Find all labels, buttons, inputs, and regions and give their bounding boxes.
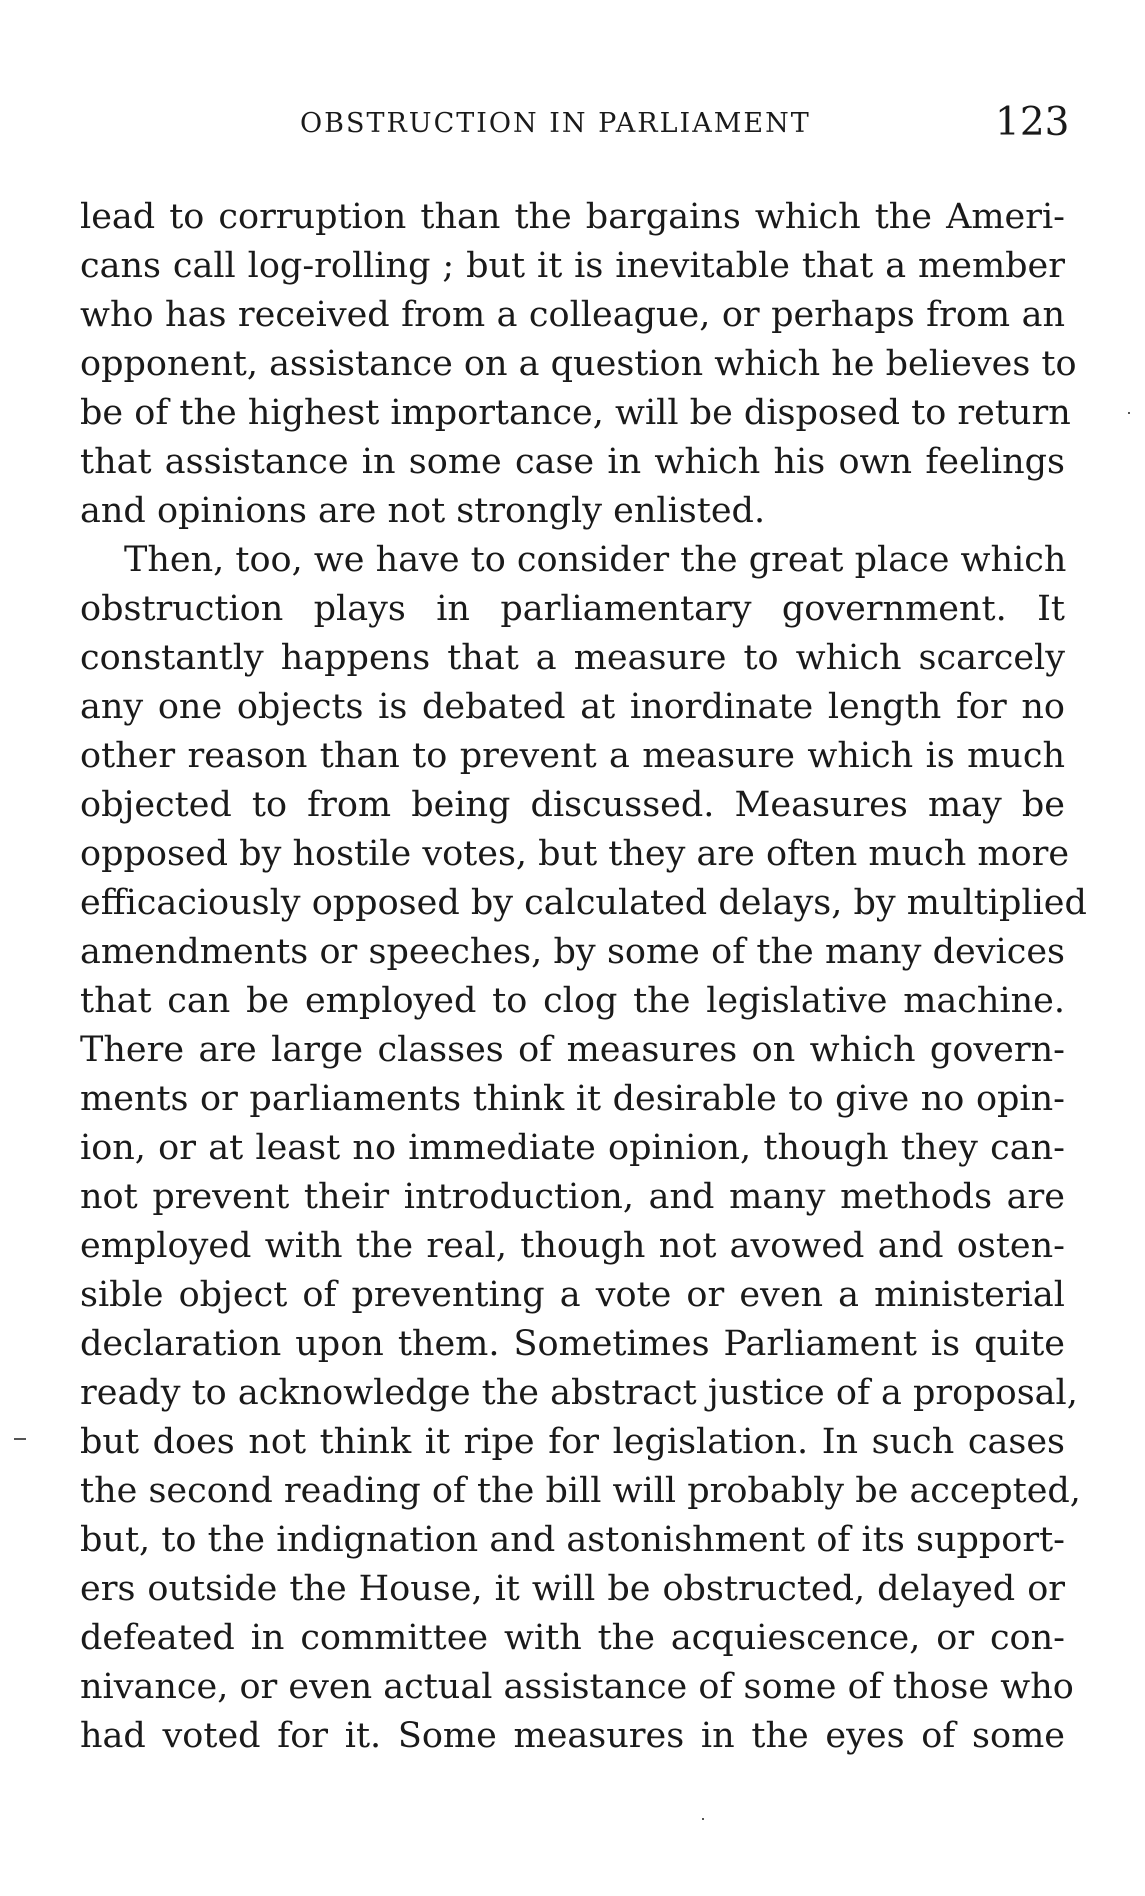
text-line: ion, or at least no immediate opinion, though they can- — [80, 1128, 1065, 1168]
text-line: who has received from a colleague, or perhaps from an — [80, 295, 1065, 335]
text-line: and opinions are not strongly enlisted. — [80, 491, 766, 531]
text-line: any one objects is debated at inordinate length for no — [80, 687, 1065, 727]
text-line: cans call log-rolling ; but it is inevitable that a member — [80, 246, 1065, 286]
text-line: defeated in committee with the acquiescence, or con- — [80, 1618, 1065, 1658]
text-line: Then, too, we have to consider the great place which — [124, 540, 1067, 580]
text-line: efficaciously opposed by calculated delays, by multiplied — [80, 883, 1087, 923]
scan-speck — [14, 1438, 26, 1440]
scan-speck — [702, 1818, 704, 1820]
text-line: that assistance in some case in which his own feelings — [80, 442, 1065, 482]
text-line: the second reading of the bill will probably be accepted, — [80, 1471, 1081, 1511]
text-line: ready to acknowledge the abstract justice of a proposal, — [80, 1373, 1078, 1413]
text-line: ers outside the House, it will be obstructed, delayed or — [80, 1569, 1065, 1609]
text-line: sible object of preventing a vote or even a ministerial — [80, 1275, 1065, 1315]
text-line: opposed by hostile votes, but they are often much more — [80, 834, 1070, 874]
text-line: lead to corruption than the bargains which the Ameri- — [80, 197, 1065, 237]
text-line: had voted for it. Some measures in the eyes of some — [80, 1716, 1065, 1756]
text-line: There are large classes of measures on which govern- — [80, 1030, 1065, 1070]
page-number: 123 — [995, 100, 1070, 145]
scan-speck — [1128, 412, 1130, 414]
text-line: other reason than to prevent a measure which is much — [80, 736, 1065, 776]
text-line: be of the highest importance, will be disposed to return — [80, 393, 1071, 433]
text-line: that can be employed to clog the legislative machine. — [80, 981, 1065, 1021]
text-line: opponent, assistance on a question which he believes to — [80, 344, 1077, 384]
running-title: OBSTRUCTION IN PARLIAMENT — [300, 108, 811, 139]
text-line: but does not think it ripe for legislation. In such cases — [80, 1422, 1065, 1462]
text-line: objected to from being discussed. Measures may be — [80, 785, 1065, 825]
text-line: amendments or speeches, by some of the many devices — [80, 932, 1065, 972]
text-line: declaration upon them. Sometimes Parliament is quite — [80, 1324, 1065, 1364]
text-line: employed with the real, though not avowed and osten- — [80, 1226, 1065, 1266]
text-line: not prevent their introduction, and many methods are — [80, 1177, 1065, 1217]
text-line: constantly happens that a measure to which scarcely — [80, 638, 1065, 678]
text-line: but, to the indignation and astonishment of its support- — [80, 1520, 1065, 1560]
text-line: obstruction plays in parliamentary government. It — [80, 589, 1065, 629]
text-line: ments or parliaments think it desirable to give no opin- — [80, 1079, 1065, 1119]
text-line: nivance, or even actual assistance of some of those who — [80, 1667, 1074, 1707]
